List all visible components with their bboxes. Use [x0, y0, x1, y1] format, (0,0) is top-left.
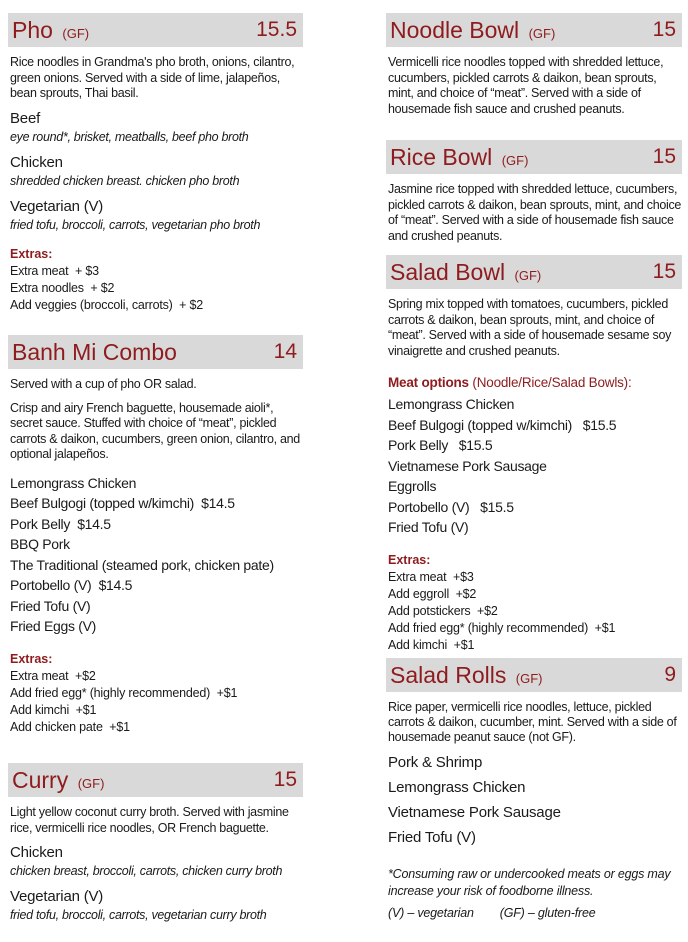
gluten-free-tag: (GF) [501, 152, 529, 168]
option-item: Beef Bulgogi (topped w/kimchi) $15.5 [388, 416, 617, 433]
section-rice-bowl [386, 140, 682, 244]
variant-detail: chicken breast, broccoli, carrots, chicken curry broth [10, 864, 283, 878]
section-description: Rice noodles in Grandma's pho broth, onions, cilantro, green onions. Served with a side of lime, jalapeños, bean sprouts, Thai basil. [10, 55, 295, 100]
section-price: 14 [273, 340, 297, 363]
variant-detail: shredded chicken breast. chicken pho broth [10, 173, 240, 188]
gluten-free-tag: (GF) [515, 670, 543, 686]
meat-options-label: Meat options [388, 375, 469, 390]
option-item: Vietnamese Pork Sausage [388, 804, 561, 821]
section-salad-bowl [386, 255, 682, 654]
extras-item: Add eggroll +$2 [388, 586, 477, 601]
section-price: 15 [273, 768, 297, 791]
section-salad-rolls [386, 658, 682, 848]
variant-detail: fried tofu, broccoli, carrots, vegetarian curry broth [10, 908, 267, 922]
variant-item [10, 197, 303, 234]
option-item: Pork Belly $14.5 [10, 515, 111, 532]
extras-item: Extra noodles + $2 [10, 280, 115, 295]
section-banh-mi-combo [8, 335, 303, 736]
variant-name: Chicken [10, 153, 63, 171]
gluten-free-tag: (GF) [514, 267, 542, 283]
variant-item [10, 109, 303, 146]
option-item: Beef Bulgogi (topped w/kimchi) $14.5 [10, 495, 235, 511]
section-title: Salad Bowl [390, 258, 506, 285]
option-item: Portobello (V) $15.5 [388, 498, 514, 515]
section-description: Jasmine rice topped with shredded lettuce, cucumbers, pickled carrots & daikon, bean sprouts, mint, and choice of “meat”. Served with a side of housemade fish sauce and crushed peanuts. [388, 182, 682, 243]
extras-item: Add chicken pate +$1 [10, 719, 130, 734]
option-item: Pork & Shrimp [388, 754, 483, 771]
section-title: Curry [12, 766, 69, 793]
meat-options-heading [388, 373, 682, 392]
variant-detail: eye round*, brisket, meatballs, beef pho broth [10, 129, 249, 144]
extras-item: Add kimchi +$1 [10, 702, 97, 717]
extras-item: Add potstickers +$2 [388, 603, 498, 618]
section-title: Rice Bowl [390, 143, 493, 170]
variant-item [10, 843, 303, 880]
variant-detail: fried tofu, broccoli, carrots, vegetarian pho broth [10, 217, 261, 232]
extras-item: Add fried egg* (highly recommended) +$1 [10, 685, 238, 700]
extras-item: Extra meat + $3 [10, 263, 99, 278]
section-description: Served with a cup of pho OR salad. [10, 377, 197, 391]
variant-item [10, 153, 303, 190]
extras-item: Add veggies (broccoli, carrots) + $2 [10, 297, 204, 312]
option-item: Fried Eggs (V) [10, 618, 97, 634]
variant-name: Beef [10, 109, 41, 127]
section-description: Light yellow coconut curry broth. Served with jasmine rice, vermicelli rice noodles, OR French baguette. [10, 805, 289, 835]
extras-label: Extras: [388, 552, 431, 567]
variant-name: Vegetarian (V) [10, 197, 104, 215]
gluten-free-tag: (GF) [528, 25, 556, 41]
extras-item: Extra meat +$3 [388, 569, 474, 584]
gluten-free-tag: (GF) [77, 775, 105, 791]
variant-name: Vegetarian (V) [10, 888, 104, 905]
section-curry [8, 763, 303, 924]
option-item: Portobello (V) $14.5 [10, 577, 133, 593]
option-item: Lemongrass Chicken [388, 779, 526, 796]
legend-gluten-free: (GF) – gluten-free [499, 906, 596, 920]
section-title: Banh Mi Combo [12, 338, 177, 365]
extras-label: Extras: [10, 246, 53, 261]
option-item: Lemongrass Chicken [10, 474, 137, 491]
legend-vegetarian: (V) – vegetarian [388, 906, 474, 920]
abbreviation-legend [388, 905, 682, 922]
section-description: Spring mix topped with tomatoes, cucumbers, pickled carrots & daikon, bean sprouts, mint, and choice of “meat”. Served with a side of housemade sesame soy vinaigrette and crushed peanuts. [388, 297, 672, 358]
option-item: Fried Tofu (V) [10, 597, 91, 614]
meat-options-scope: (Noodle/Rice/Salad Bowls): [468, 375, 632, 390]
option-item: Pork Belly $15.5 [388, 437, 493, 453]
extras-block [388, 552, 682, 654]
section-header-salad-bowl [386, 255, 682, 289]
section-noodle-bowl [386, 13, 682, 117]
section-price: 15 [652, 18, 676, 41]
variant-name: Chicken [10, 844, 63, 861]
extras-block [10, 651, 303, 736]
option-item: BBQ Pork [10, 536, 70, 552]
options-list [10, 473, 303, 637]
section-price: 15 [652, 260, 676, 283]
section-title: Salad Rolls [390, 661, 507, 688]
meat-options-list [388, 394, 682, 538]
section-header-pho [8, 13, 303, 47]
options-list [388, 753, 682, 848]
section-price: 9 [664, 663, 676, 686]
extras-item: Extra meat +$2 [10, 668, 96, 683]
section-header-salad-rolls [386, 658, 682, 692]
variant-item [10, 887, 303, 924]
extras-item: Add kimchi +$1 [388, 637, 475, 652]
extras-item: Add fried egg* (highly recommended) +$1 [388, 620, 616, 635]
section-pho [8, 13, 303, 314]
footer-notes [386, 866, 682, 922]
option-item: Vietnamese Pork Sausage [388, 457, 547, 474]
option-item: Fried Tofu (V) [388, 519, 469, 535]
section-header-noodle-bowl [386, 13, 682, 47]
section-description: Rice paper, vermicelli rice noodles, lettuce, pickled carrots & daikon, cucumber, mint. Served with a side of housemade peanut sauce (not GF). [388, 700, 677, 744]
section-header-banh-mi [8, 335, 303, 369]
section-title: Noodle Bowl [390, 16, 520, 43]
option-item: Eggrolls [388, 478, 437, 494]
section-header-curry [8, 763, 303, 797]
section-title: Pho [12, 16, 53, 43]
extras-block [10, 246, 303, 314]
section-price: 15.5 [256, 18, 297, 41]
option-item: Fried Tofu (V) [388, 829, 476, 846]
gluten-free-tag: (GF) [62, 25, 90, 41]
extras-label: Extras: [10, 651, 53, 666]
section-header-rice-bowl [386, 140, 682, 174]
section-price: 15 [652, 145, 676, 168]
option-item: Lemongrass Chicken [388, 396, 515, 412]
raw-food-disclaimer: *Consuming raw or undercooked meats or eggs may increase your risk of foodborne illness. [388, 867, 671, 898]
section-description: Vermicelli rice noodles topped with shredded lettuce, cucumbers, pickled carrots & daikon, bean sprouts, mint, and choice of “meat”. Served with a side of housemade fish sauce and crushed peanuts. [388, 55, 664, 116]
section-description: Crisp and airy French baguette, housemade aioli*, secret sauce. Stuffed with choice of “meat”, pickled carrots & daikon, cucumbers, green onion, cilantro, and optional jalapeños. [10, 400, 300, 461]
option-item: The Traditional (steamed pork, chicken pate) [10, 556, 274, 573]
